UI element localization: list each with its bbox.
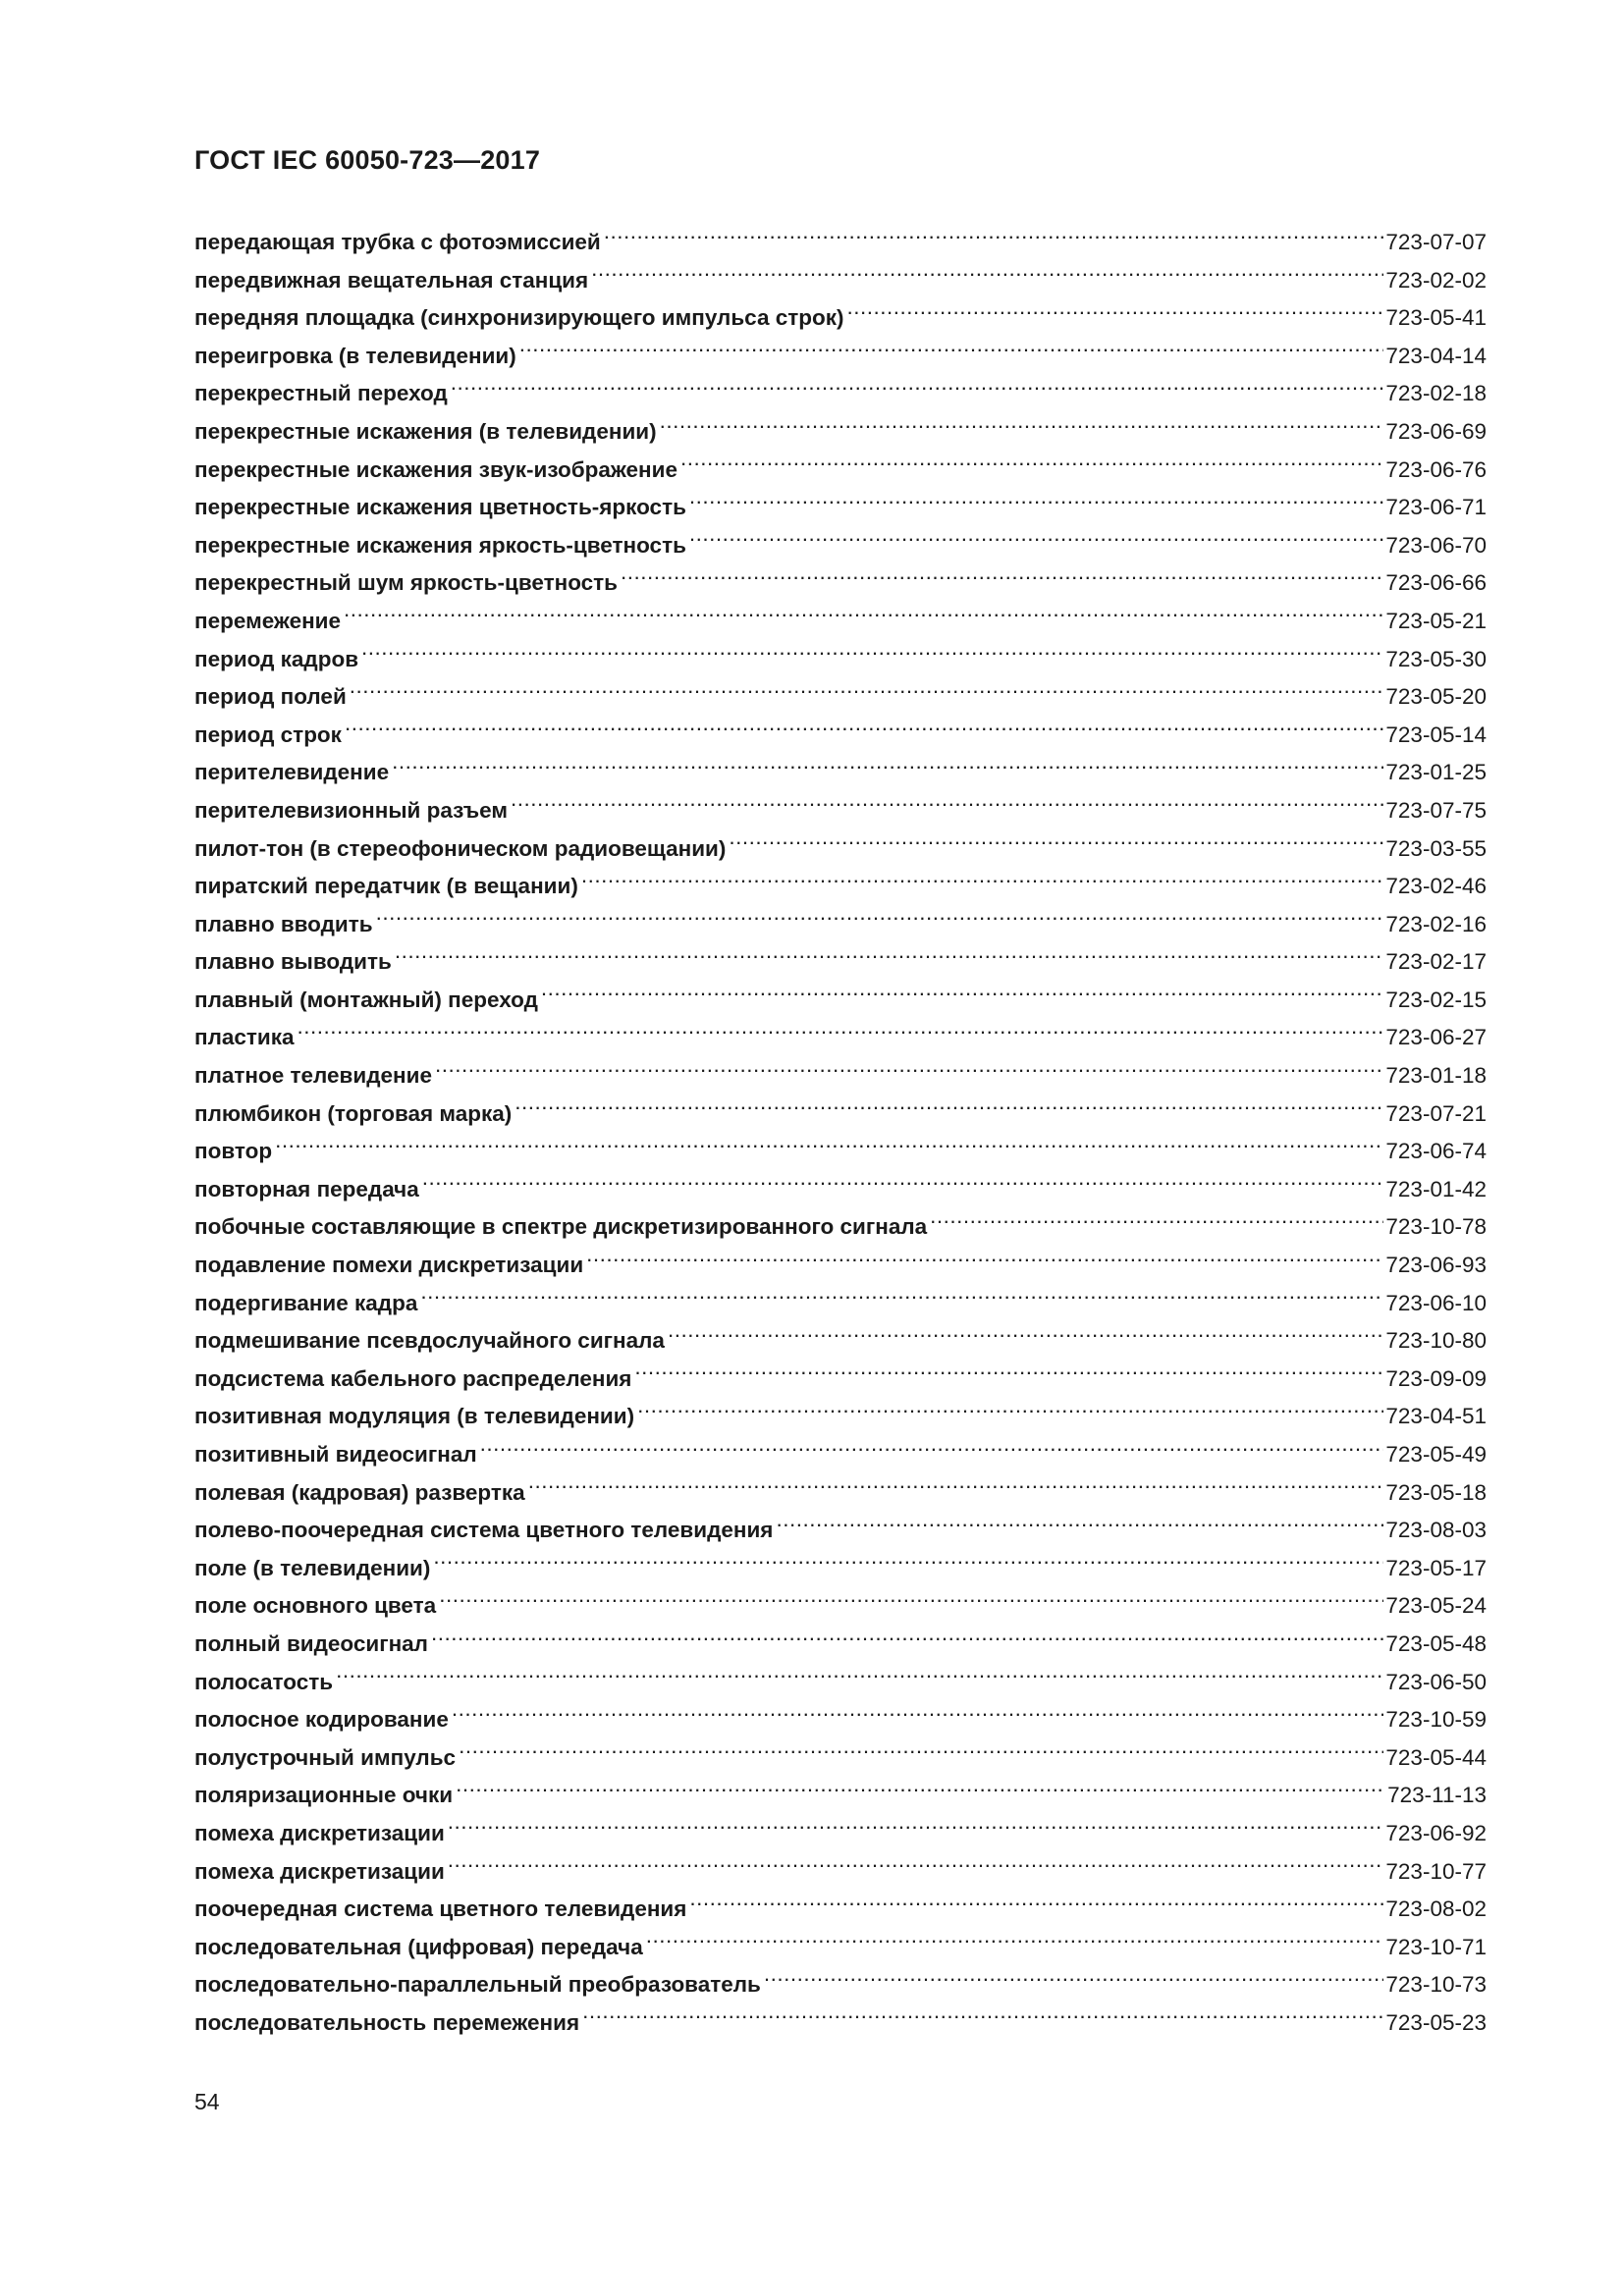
page-number: 54 (194, 2089, 220, 2114)
dot-leader (392, 753, 1383, 779)
index-entry (194, 261, 1487, 299)
index-term-number: 723-04-51 (1385, 1404, 1487, 1429)
index-entry (194, 1890, 1487, 1928)
index-entry (194, 1586, 1487, 1625)
index-term: перекрестный переход (194, 381, 448, 406)
dot-leader (581, 867, 1384, 893)
index-term: переигровка (в телевидении) (194, 343, 516, 368)
index-term: поляризационные очки (194, 1783, 454, 1808)
index-entry (194, 1814, 1487, 1852)
index-term-number: 723-06-66 (1385, 570, 1487, 596)
index-entry (194, 1207, 1487, 1246)
index-term: подмешивание псевдослучайного сигнала (194, 1328, 665, 1354)
index-term-number: 723-06-69 (1385, 418, 1487, 444)
index-term: полосное кодирование (194, 1707, 449, 1733)
index-entry (194, 905, 1487, 943)
index-term: побочные составляющие в спектре дискретизированного сигнала (194, 1214, 928, 1240)
index-term-number: 723-02-46 (1385, 874, 1487, 899)
index-entry (194, 451, 1487, 489)
index-term-number: 723-07-07 (1385, 230, 1487, 254)
index-term: перекрестные искажения яркость-цветность (194, 532, 686, 558)
index-term-number: 723-05-49 (1385, 1442, 1487, 1467)
index-entry (194, 1625, 1487, 1663)
index-term-number: 723-05-17 (1385, 1555, 1487, 1580)
index-entry (194, 1435, 1487, 1473)
index-entry (194, 1284, 1487, 1322)
index-term-number: 723-05-14 (1385, 721, 1487, 747)
index-term-number: 723-02-16 (1385, 911, 1487, 936)
index-term: полный видеосигнал (194, 1630, 428, 1656)
index-term: позитивная модуляция (в телевидении) (194, 1404, 635, 1429)
index-entry (194, 1397, 1487, 1435)
index-term-number: 723-06-71 (1385, 495, 1487, 520)
dot-leader (275, 1132, 1383, 1158)
index-term-number: 723-06-27 (1385, 1025, 1487, 1050)
index-term: пилот-тон (в стереофоническом радиовещании) (194, 835, 727, 861)
index-term-number: 723-05-48 (1385, 1630, 1487, 1656)
dot-leader (448, 1814, 1384, 1841)
index-term-number: 723-05-20 (1385, 684, 1487, 710)
dot-leader (345, 716, 1383, 742)
index-term-number: 723-10-78 (1385, 1214, 1487, 1240)
index-entry (194, 753, 1487, 791)
index-entry (194, 1246, 1487, 1284)
dot-leader (480, 1435, 1384, 1462)
index-entry (194, 298, 1487, 337)
index-entry (194, 1473, 1487, 1512)
index-entry (194, 1321, 1487, 1360)
dot-leader (621, 563, 1383, 590)
index-entry (194, 1852, 1487, 1891)
index-term: период полей (194, 684, 347, 710)
dot-leader (514, 1095, 1383, 1121)
index-term-number: 723-05-23 (1385, 2009, 1487, 2035)
index-term-number: 723-06-70 (1385, 532, 1487, 558)
dot-leader (847, 298, 1384, 325)
index-term: перемежение (194, 608, 342, 633)
index-term-number: 723-02-17 (1385, 949, 1487, 975)
dot-leader (930, 1207, 1383, 1234)
dot-leader (689, 488, 1383, 514)
dot-leader (660, 412, 1384, 439)
index-entry (194, 829, 1487, 868)
dot-leader (435, 1056, 1383, 1083)
index-term: последовательность перемежения (194, 2009, 580, 2035)
index-term-number: 723-05-30 (1385, 646, 1487, 671)
index-entry (194, 2003, 1487, 2042)
index-term: плавно выводить (194, 949, 392, 975)
index-entry (194, 1738, 1487, 1777)
dot-leader (298, 1018, 1384, 1044)
index-term-number: 723-10-73 (1385, 1972, 1487, 1998)
index-term: передвижная вещательная станция (194, 267, 589, 293)
index-term-number: 723-02-18 (1385, 381, 1487, 406)
index-entry (194, 791, 1487, 829)
index-term-number: 723-01-18 (1385, 1063, 1487, 1089)
index-entry (194, 867, 1487, 905)
index-term-number: 723-11-13 (1387, 1783, 1487, 1808)
index-term: перекрестный шум яркость-цветность (194, 570, 619, 596)
dot-leader (528, 1473, 1384, 1500)
dot-leader (456, 1776, 1385, 1802)
dot-leader (451, 374, 1384, 400)
index-term: плавный (монтажный) переход (194, 987, 538, 1012)
index-entry (194, 1360, 1487, 1398)
index-term-number: 723-05-18 (1385, 1479, 1487, 1505)
dot-leader (459, 1738, 1383, 1765)
index-term-number: 723-07-75 (1385, 797, 1487, 823)
index-term-number: 723-01-25 (1385, 760, 1487, 785)
index-term: полустрочный импульс (194, 1744, 457, 1770)
index-term: перителевизионный разъем (194, 797, 509, 823)
index-term: повтор (194, 1139, 273, 1164)
index-term: передающая трубка с фотоэмиссией (194, 230, 601, 254)
index-term: перителевидение (194, 760, 390, 785)
index-entry (194, 1132, 1487, 1170)
page-header-title: ГОСТ IEC 60050-723—2017 (194, 145, 541, 175)
dot-leader (668, 1321, 1383, 1348)
dot-leader (433, 1549, 1383, 1575)
dot-leader (452, 1700, 1384, 1727)
index-entry (194, 337, 1487, 375)
dot-leader (634, 1360, 1383, 1386)
index-term-number: 723-05-24 (1385, 1593, 1487, 1619)
dot-leader (541, 981, 1384, 1007)
index-entry (194, 602, 1487, 640)
index-term: последовательная (цифровая) передача (194, 1934, 643, 1959)
index-term-number: 723-05-44 (1385, 1744, 1487, 1770)
dot-leader (586, 1246, 1383, 1272)
index-term-number: 723-06-74 (1385, 1139, 1487, 1164)
index-entry (194, 488, 1487, 526)
index-term: поле (в телевидении) (194, 1555, 431, 1580)
index-term: пластика (194, 1025, 295, 1050)
index-term: период строк (194, 721, 342, 747)
index-term-number: 723-08-02 (1385, 1896, 1487, 1922)
dot-leader (689, 1890, 1383, 1916)
index-entry (194, 1511, 1487, 1549)
dot-leader (680, 451, 1383, 477)
index-term-number: 723-07-21 (1385, 1100, 1487, 1126)
index-entry (194, 677, 1487, 716)
index-term-number: 723-10-71 (1385, 1934, 1487, 1959)
index-entry (194, 1700, 1487, 1738)
index-term-number: 723-03-55 (1385, 835, 1487, 861)
index-term: последовательно-параллельный преобразователь (194, 1972, 761, 1998)
index-entry (194, 412, 1487, 451)
dot-leader (350, 677, 1384, 704)
index-term: перекрестные искажения звук-изображение (194, 456, 677, 482)
index-term-number: 723-10-80 (1385, 1328, 1487, 1354)
index-term: пиратский передатчик (в вещании) (194, 874, 578, 899)
index-term: помеха дискретизации (194, 1858, 445, 1884)
index-entry (194, 1965, 1487, 2003)
index-term: подсистема кабельного распределения (194, 1365, 632, 1391)
dot-leader (582, 2003, 1383, 2030)
dot-leader (336, 1663, 1383, 1689)
index-term-number: 723-05-21 (1385, 608, 1487, 633)
index-term-number: 723-06-50 (1385, 1669, 1487, 1694)
index-term-number: 723-04-14 (1385, 343, 1487, 368)
index-term: плавно вводить (194, 911, 373, 936)
dot-leader (689, 526, 1383, 553)
index-entry (194, 223, 1487, 261)
index-term: перекрестные искажения цветность-яркость (194, 495, 686, 520)
index-entry (194, 1549, 1487, 1587)
index-entry (194, 942, 1487, 981)
dot-leader (431, 1625, 1383, 1651)
index-term: полевая (кадровая) развертка (194, 1479, 525, 1505)
index-term-number: 723-10-59 (1385, 1707, 1487, 1733)
index-term-number: 723-02-02 (1385, 267, 1487, 293)
index-entry (194, 716, 1487, 754)
index-term: позитивный видеосигнал (194, 1442, 477, 1467)
index-term: поле основного цвета (194, 1593, 437, 1619)
index-entry (194, 1170, 1487, 1208)
dot-leader (591, 261, 1383, 288)
index-entry (194, 526, 1487, 564)
index-term: платное телевидение (194, 1063, 432, 1089)
index-term-number: 723-06-10 (1385, 1290, 1487, 1315)
index-term-number: 723-08-03 (1385, 1518, 1487, 1543)
dot-leader (637, 1397, 1383, 1423)
dot-leader (604, 223, 1384, 249)
index-entry (194, 1776, 1487, 1814)
dot-leader (361, 640, 1383, 667)
index-term: помеха дискретизации (194, 1820, 445, 1845)
index-entry (194, 563, 1487, 602)
index-entry (194, 640, 1487, 678)
index-entry (194, 1018, 1487, 1056)
index-term-number: 723-02-15 (1385, 987, 1487, 1012)
index-term-number: 723-05-41 (1385, 305, 1487, 331)
index-entry (194, 1663, 1487, 1701)
index-term: полево-поочередная система цветного телевидения (194, 1518, 774, 1543)
index-entry (194, 981, 1487, 1019)
index-entry (194, 1056, 1487, 1095)
dot-leader (646, 1928, 1384, 1954)
index-term: период кадров (194, 646, 359, 671)
index-term-number: 723-10-77 (1385, 1858, 1487, 1884)
index-term: поочередная система цветного телевидения (194, 1896, 687, 1922)
index-term: передняя площадка (синхронизирующего импульса строк) (194, 305, 844, 331)
dot-leader (448, 1852, 1384, 1879)
index-term: подергивание кадра (194, 1290, 418, 1315)
dot-leader (420, 1284, 1383, 1310)
index-entry (194, 374, 1487, 412)
dot-leader (729, 829, 1383, 856)
dot-leader (764, 1965, 1384, 1992)
dot-leader (422, 1170, 1384, 1197)
index-term-number: 723-06-76 (1385, 456, 1487, 482)
index-term: полосатость (194, 1669, 334, 1694)
index-term-number: 723-09-09 (1385, 1365, 1487, 1391)
index-entry (194, 1928, 1487, 1966)
index-term: плюмбикон (торговая марка) (194, 1100, 513, 1126)
dot-leader (511, 791, 1383, 818)
index-term: повторная передача (194, 1176, 419, 1201)
dot-leader (376, 905, 1384, 932)
index-term-number: 723-06-92 (1385, 1820, 1487, 1845)
index-term: перекрестные искажения (в телевидении) (194, 418, 657, 444)
dot-leader (344, 602, 1383, 628)
index-term-number: 723-01-42 (1385, 1176, 1487, 1201)
index-term: подавление помехи дискретизации (194, 1253, 584, 1278)
dot-leader (776, 1511, 1383, 1537)
dot-leader (395, 942, 1384, 969)
term-index-list (194, 223, 1487, 2042)
dot-leader (519, 337, 1384, 363)
index-entry (194, 1095, 1487, 1133)
dot-leader (439, 1586, 1383, 1613)
index-term-number: 723-06-93 (1385, 1253, 1487, 1278)
